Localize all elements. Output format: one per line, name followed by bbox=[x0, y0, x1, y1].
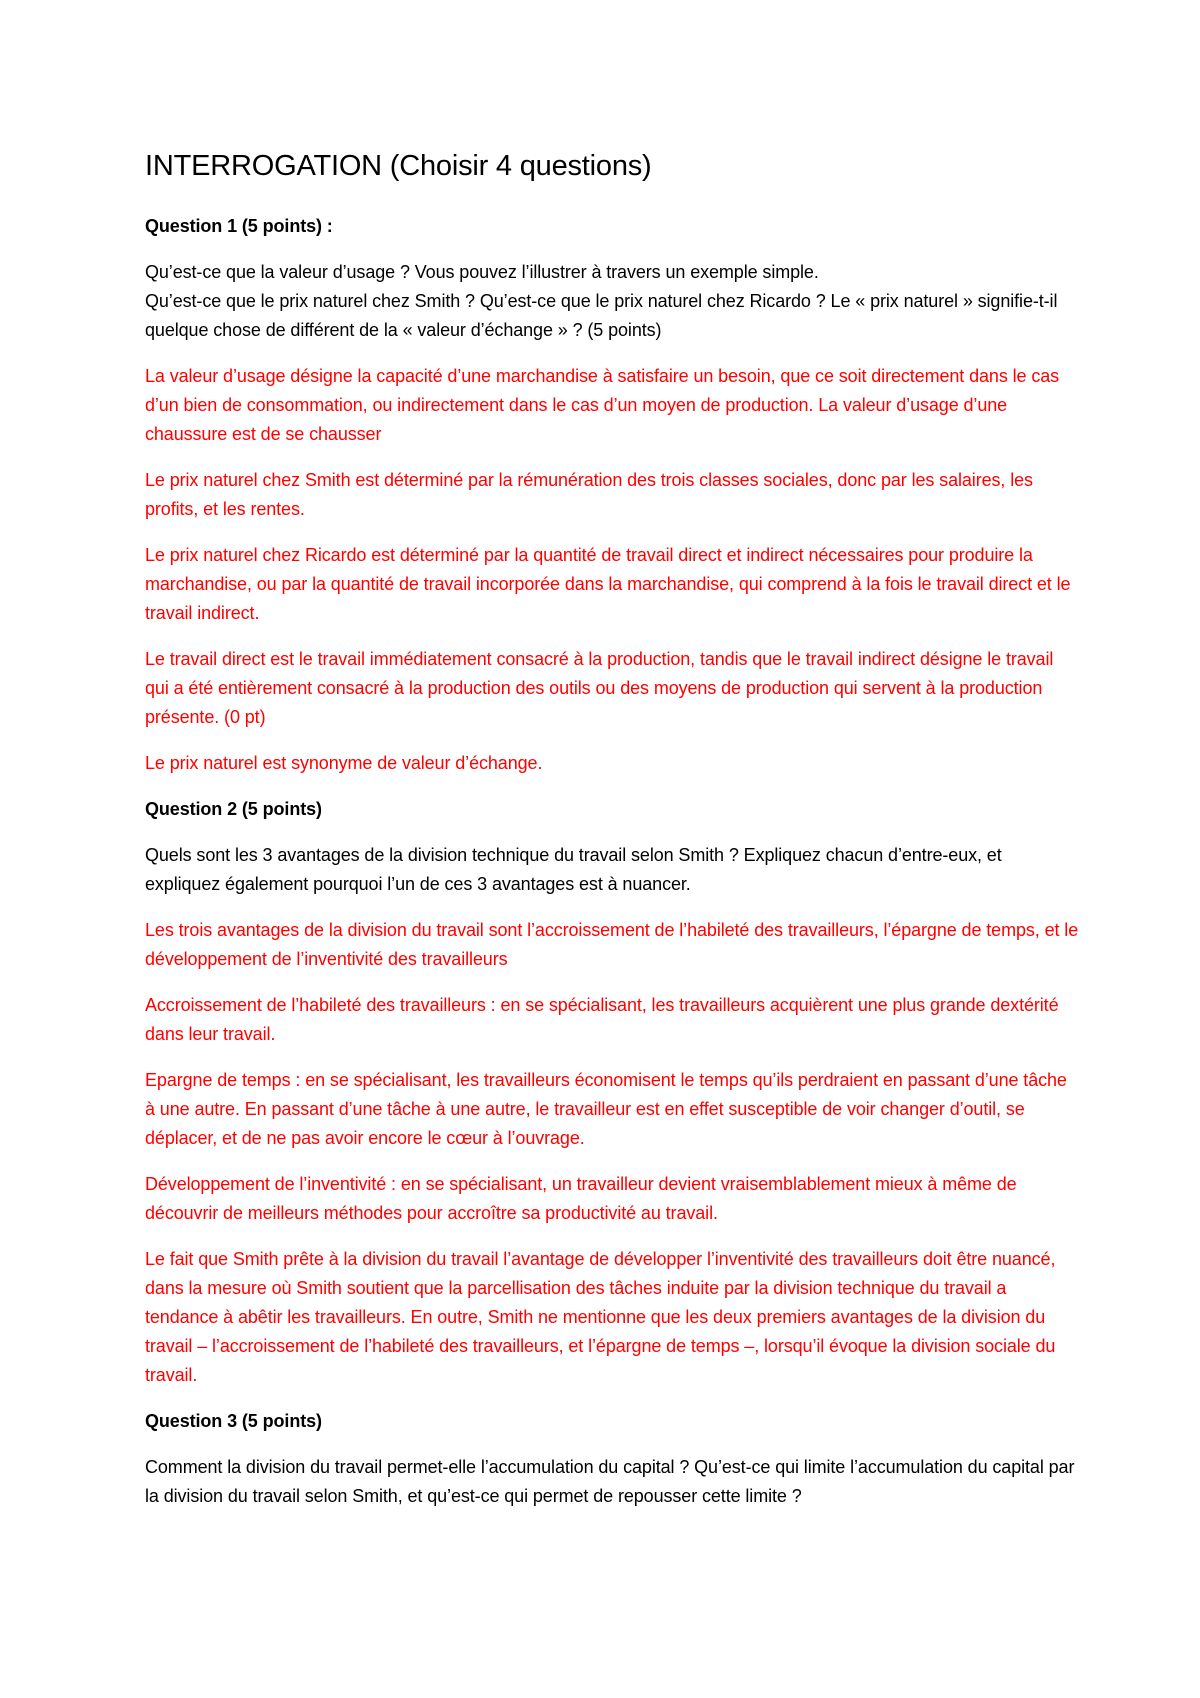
question-2-prompt: Quels sont les 3 avantages de la division technique du travail selon Smith ? Expliquez chacun d’entre-eux, et expliquez également pourquoi l’un de ces 3 avantages est à nuancer. bbox=[145, 845, 1002, 894]
question-2-answer: Développement de l’inventivité : en se spécialisant, un travailleur devient vraisemblablement mieux à même de découvrir de meilleurs méthodes pour accroître sa productivité au travail. bbox=[145, 1174, 1017, 1223]
question-1-answer: Le prix naturel chez Smith est déterminé par la rémunération des trois classes sociales, donc par les salaires, les profits, et les rentes. bbox=[145, 470, 1033, 519]
question-2-answer: Les trois avantages de la division du travail sont l’accroissement de l’habileté des travailleurs, l’épargne de temps, et le développement de l’inventivité des travailleurs bbox=[145, 920, 1079, 969]
page-title: INTERROGATION (Choisir 4 questions) bbox=[145, 150, 652, 182]
question-1-prompt bbox=[145, 258, 1080, 345]
question-2-answer: Epargne de temps : en se spécialisant, les travailleurs économisent le temps qu’ils perdraient en passant d’une tâche à une autre. En passant d’une tâche à une autre, le travailleur est en effet susceptible de voir changer d’outil, se déplacer, et de ne pas avoir encore le cœur à l’ouvrage. bbox=[145, 1070, 1067, 1148]
question-3-prompt: Comment la division du travail permet-elle l’accumulation du capital ? Qu’est-ce qui limite l’accumulation du capital par la division du travail selon Smith, et qu’est-ce qui permet de repousser cette limite ? bbox=[145, 1457, 1075, 1506]
question-2-answer: Accroissement de l’habileté des travailleurs : en se spécialisant, les travailleurs acquièrent une plus grande dextérité dans leur travail. bbox=[145, 995, 1059, 1044]
question-2-heading: Question 2 (5 points) bbox=[145, 799, 322, 819]
question-1-prompt-line: Qu’est-ce que le prix naturel chez Smith ? Qu’est-ce que le prix naturel chez Ricardo ? Le « prix naturel » signifie-t-il quelque chose de différent de la « valeur d’échange » ? (5 points) bbox=[145, 291, 1058, 340]
question-1-answer: Le travail direct est le travail immédiatement consacré à la production, tandis que le travail indirect désigne le travail qui a été entièrement consacré à la production des outils ou des moyens de production qui servent à la production présente. (0 pt) bbox=[145, 649, 1054, 727]
question-3-heading: Question 3 (5 points) bbox=[145, 1411, 322, 1431]
question-1-prompt-line: Qu’est-ce que la valeur d’usage ? Vous pouvez l’illustrer à travers un exemple simple. bbox=[145, 262, 819, 282]
question-1-answer: Le prix naturel est synonyme de valeur d’échange. bbox=[145, 753, 543, 773]
question-2-answer: Le fait que Smith prête à la division du travail l’avantage de développer l’inventivité des travailleurs doit être nuancé, dans la mesure où Smith soutient que la parcellisation des tâches induite par la division technique du travail a tendance à abêtir les travailleurs. En outre, Smith ne mentionne que les deux premiers avantages de la division du travail – l’accroissement de l’habileté des travailleurs, et l’épargne de temps –, lorsqu’il évoque la division sociale du travail. bbox=[145, 1249, 1056, 1385]
question-1-heading: Question 1 (5 points) : bbox=[145, 216, 333, 236]
question-1-answer: Le prix naturel chez Ricardo est déterminé par la quantité de travail direct et indirect nécessaires pour produire la marchandise, ou par la quantité de travail incorporée dans la marchandise, qui comprend à la fois le travail direct et le travail indirect. bbox=[145, 545, 1071, 623]
question-1-answer: La valeur d’usage désigne la capacité d’une marchandise à satisfaire un besoin, que ce soit directement dans le cas d’un bien de consommation, ou indirectement dans le cas d’un moyen de production. La valeur d’usage d’une chaussure est de se chausser bbox=[145, 366, 1060, 444]
